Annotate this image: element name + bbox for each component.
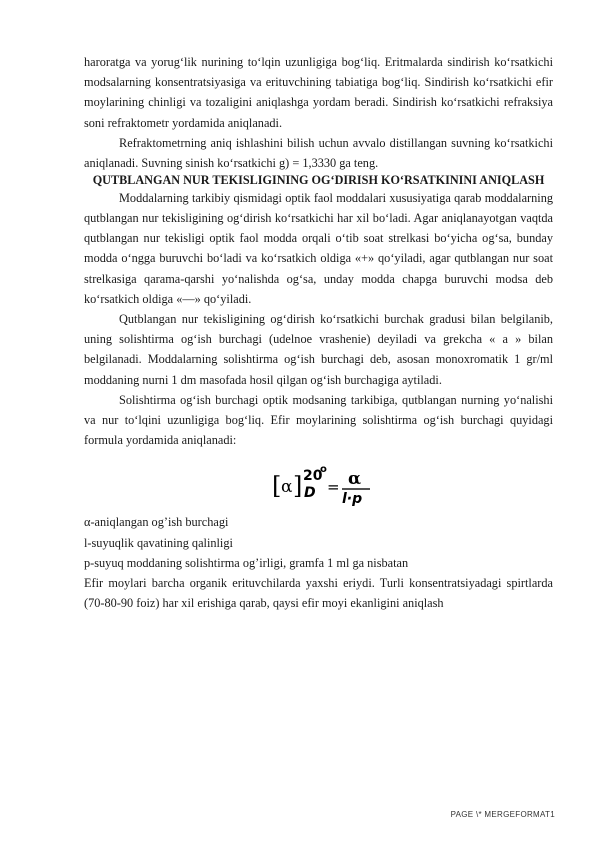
- formula-alpha: α: [281, 477, 293, 498]
- paragraph-refraction: haroratga va yorug‘lik nurining to‘lqin uzunligiga bog‘liq. Eritmalarda sindirish ko‘rsatkichi modsalarning konsentratsiyasiga va erituvchining tabiatiga bog‘liq. Sindirish ko‘rsatkichi efir moylarining chinligi va tozaligini aniqlashga yordam beradi. Sindirish ko‘rsatkichi refraksiya soni refraktometr yordamida aniqlanadi.: [84, 55, 553, 130]
- definition-thickness: l-suyuqlik qavatining qalinligi: [84, 535, 233, 550]
- paragraph-rotation-angle: Qutblangan nur tekisligining og‘dirish ko‘rsatkichi burchak gradusi bilan belgilanib, uning solishtirma og‘ish burchagi (udelnoe vrashenie) deyiladi va grekcha « a » bilan belgilanadi. Moddalarning solishtirma og‘ish burchagi deb, asosan monoxromatik 1 gr/ml moddaning nurni 1 dm masofada hosil qilgan og‘ish burchagiga aytiladi.: [84, 311, 553, 387]
- definition-alpha: α-aniqlangan og’ish burchagi: [84, 515, 229, 530]
- formula-subscript: D: [304, 485, 316, 502]
- formula-graphic: [272, 460, 382, 506]
- formula-bracket-right: ]: [293, 472, 303, 501]
- formula-denominator: l·p: [342, 491, 363, 507]
- definition-density: p-suyuq moddaning solishtirma og’irligi, gramfa 1 ml ga nisbatan: [84, 555, 409, 570]
- paragraph-refractometer: Refraktometrning aniq ishlashini bilish uchun avvalo distillangan suvning ko‘rsatkichi aniqlanadi. Suvning sinish ko‘rsatkichi g) = 1,3330 ga teng.: [84, 135, 553, 171]
- section-heading: QUTBLANGAN NUR TEKISLIGINING OG‘DIRISH KO‘RSATKININI ANIQLASH: [92, 173, 545, 188]
- formula-bracket-left: [: [272, 472, 282, 501]
- paragraph-formula-intro: Solishtirma og‘ish burchagi optik modsaning tarkibiga, qutblangan nurning yo‘nalishi va nur to‘lqini uzunligiga bog‘liq. Efir moylarining solishtirma og‘ish burchagi quyidagi formula yordamida aniqlanadi:: [84, 392, 553, 448]
- document-page: [84, 52, 553, 613]
- formula-equals: =: [327, 478, 340, 497]
- page-field-footer: PAGE \* MERGEFORMAT1: [450, 810, 555, 819]
- paragraph-solubility: Efir moylari barcha organik erituvchilarda yaxshi eriydi. Turli konsentratsiyadagi spirtlarda (70-80-90 foiz) har xil erishiga qarab, qaysi efir moyi ekanligini aniqlash: [84, 575, 553, 611]
- formula-numerator: α: [348, 469, 362, 490]
- specific-rotation-formula: [84, 458, 553, 508]
- formula-degree: o: [320, 464, 327, 476]
- paragraph-optical-activity: Moddalarning tarkibiy qismidagi optik faol moddalari xususiyatiga qarab moddalarning qutblangan nur tekisligining og‘dirish ko‘rsatkichi har xil bo‘ladi. Agar aniqlanayotgan vaqtda qutblangan nur tekisligi optik faol modda orqali o‘tib soat strelkasi bo‘yicha og‘sa, bunday modda o‘ngga buruvchi bo‘ladi va ko‘rsatkich oldiga «+» qo‘yiladi, agar qutblangan nur soat strelkasiga qarama-qarshi yo‘nalishda og‘sa, unday modda chapga buruvchi modsa deb ko‘rsatkich oldiga «—» qo‘yiladi.: [84, 190, 553, 306]
- formula-superscript: 20: [303, 468, 323, 485]
